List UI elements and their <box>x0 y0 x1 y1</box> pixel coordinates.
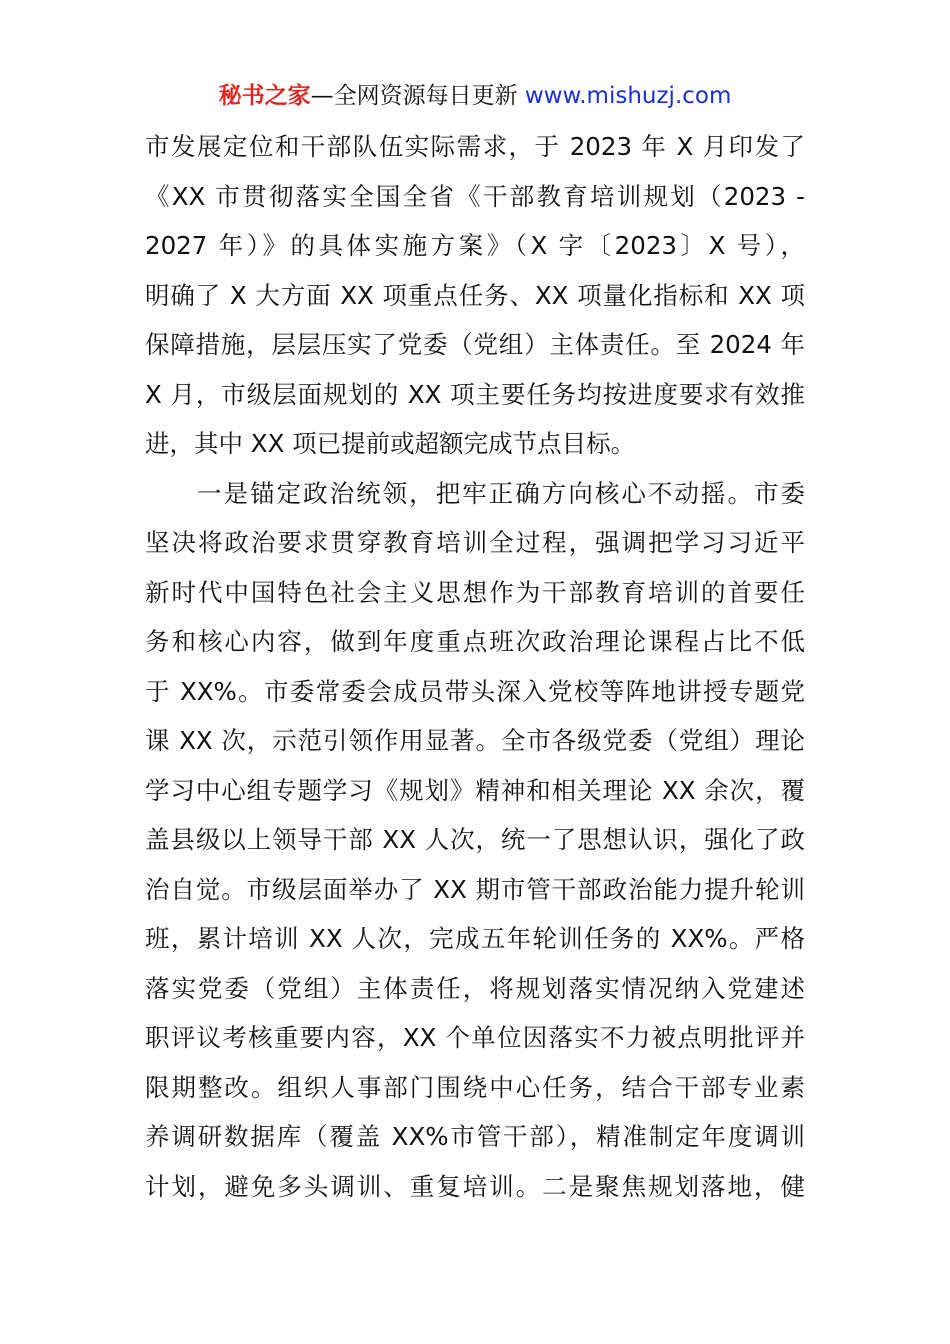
text-line: 坚决将政治要求贯穿教育培训全过程，强调把学习习近平 <box>145 528 805 557</box>
text-line: 于 XX%。市委常委会成员带头深入党校等阵地讲授专题党 <box>145 676 805 706</box>
text-line: 盖县级以上领导干部 XX 人次，统一了思想认识，强化了政 <box>145 825 805 854</box>
text-line: 《XX 市贯彻落实全国全省《干部教育培训规划（2023 - <box>145 181 805 211</box>
document-body <box>145 122 805 1211</box>
text-line: 明确了 X 大方面 XX 项重点任务、XX 项量化指标和 XX 项 <box>145 280 805 310</box>
text-line: 课 XX 次，示范引领作用显著。全市各级党委（党组）理论 <box>145 726 805 755</box>
paragraph-1 <box>145 122 805 469</box>
site-url-link[interactable]: www.mishuzj.com <box>524 83 732 109</box>
text-line: 市发展定位和干部队伍实际需求，于 2023 年 X 月印发了 <box>145 132 805 161</box>
text-line: 一是锚定政治统领，把牢正确方向核心不动摇。市委 <box>197 478 805 508</box>
text-line: 治自觉。市级层面举办了 XX 期市管干部政治能力提升轮训 <box>145 874 805 904</box>
text-line: X 月，市级层面规划的 XX 项主要任务均按进度要求有效推 <box>145 379 805 409</box>
text-line: 学习中心组专题学习《规划》精神和相关理论 XX 余次，覆 <box>145 775 805 805</box>
text-line: 职评议考核重要内容，XX 个单位因落实不力被点明批评并 <box>145 1023 805 1052</box>
text-line: 落实党委（党组）主体责任，将规划落实情况纳入党建述 <box>145 973 805 1003</box>
text-line: 班，累计培训 XX 人次，完成五年轮训任务的 XX%。严格 <box>145 924 805 953</box>
text-line: 进，其中 XX 项已提前或超额完成节点目标。 <box>145 429 636 458</box>
text-line: 保障措施，层层压实了党委（党组）主体责任。至 2024 年 <box>145 330 805 359</box>
text-line: 计划，避免多头调训、重复培训。二是聚焦规划落地，健 <box>145 1171 805 1201</box>
site-tagline: —全网资源每日更新 <box>310 83 525 109</box>
site-brand: 秘书之家 <box>218 83 311 109</box>
paragraph-2 <box>145 469 805 1212</box>
text-line: 限期整改。组织人事部门围绕中心任务，结合干部专业素 <box>145 1072 805 1102</box>
text-line: 2027 年）》的具体实施方案》（X 字〔2023〕X 号）， <box>145 231 805 260</box>
text-line: 务和核心内容，做到年度重点班次政治理论课程占比不低 <box>145 627 805 656</box>
text-line: 新时代中国特色社会主义思想作为干部教育培训的首要任 <box>145 577 805 607</box>
text-line: 养调研数据库（覆盖 XX%市管干部），精准制定年度调训 <box>145 1122 805 1151</box>
page-header <box>0 80 950 112</box>
